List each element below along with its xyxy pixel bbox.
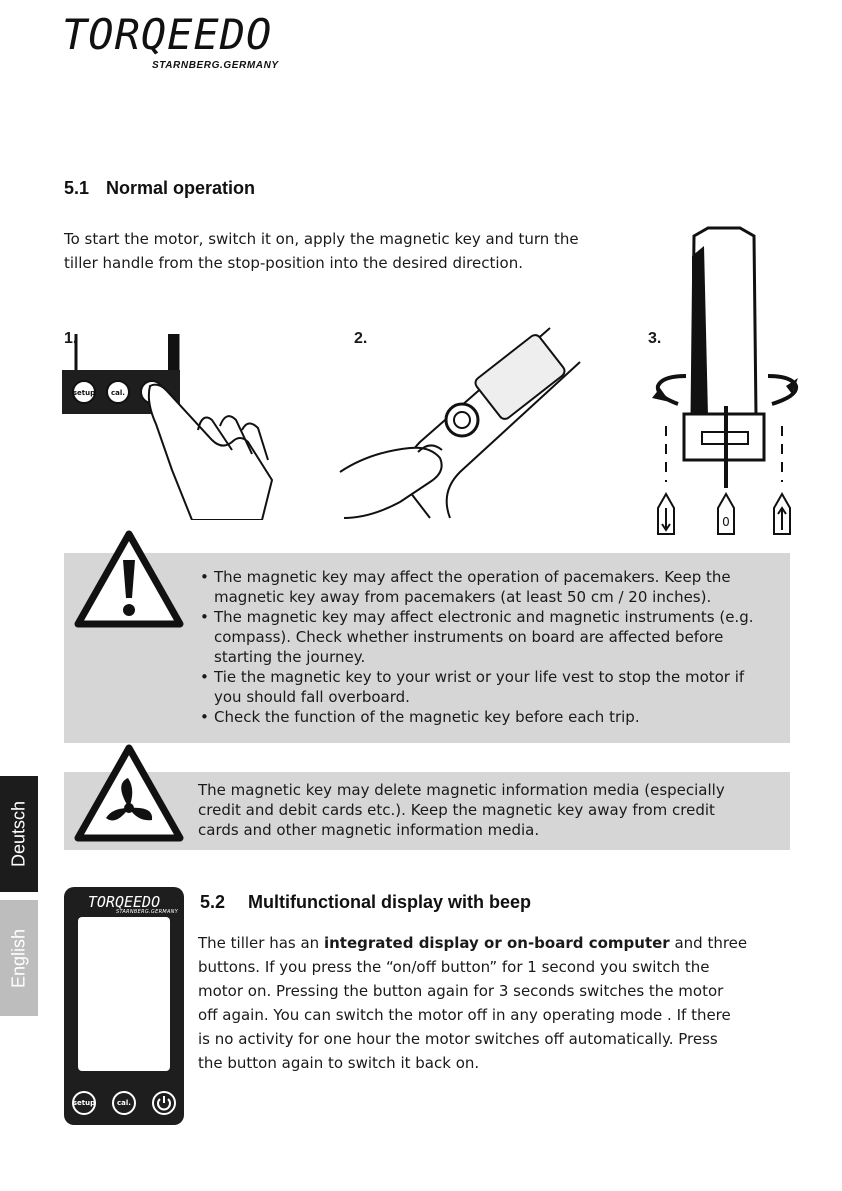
text-run: The tiller has an [198, 934, 324, 952]
step-2-label: 2. [354, 330, 368, 347]
warning-bullet-list [200, 567, 790, 727]
tiller-display-icon [473, 333, 567, 422]
logo-tagline: STARNBERG.GERMANY [152, 60, 279, 71]
warning-line: The magnetic key may delete magnetic information media (especially [198, 781, 725, 799]
bullet-line: • Check the function of the magnetic key before each trip. [214, 708, 640, 726]
paragraph-line: off again. You can switch the motor off in any operating mode . If there [198, 1006, 731, 1024]
step-3-label: 3. [648, 330, 662, 347]
device-power-icon [152, 1091, 176, 1115]
text-run: and three [669, 934, 748, 952]
bullet-line: • The magnetic key may affect electronic and magnetic instruments (e.g. [214, 608, 754, 626]
display-device [64, 887, 184, 1125]
hand-icon [149, 385, 272, 520]
hand-icon [340, 448, 442, 518]
paragraph-line: motor on. Pressing the button again for 3 seconds switches the motor [198, 982, 724, 1000]
section-5-1-intro [64, 227, 579, 275]
warning-bullet [200, 707, 790, 727]
device-logo: TORQEEDO [87, 893, 161, 911]
device-setup-button: setup [72, 1091, 96, 1115]
warning-bullet [200, 567, 790, 607]
intro-line: To start the motor, switch it on, apply the magnetic key and turn the [64, 230, 579, 248]
bullet-line: you should fall overboard. [214, 688, 410, 706]
step-1-label: 1. [64, 330, 78, 347]
illustration-turn-tiller [648, 226, 808, 538]
section-number: 5.2 [200, 892, 226, 912]
warning-bullet [200, 667, 790, 707]
tab-deutsch[interactable]: Deutsch [0, 776, 38, 892]
device-screen [78, 917, 170, 1071]
intro-line: tiller handle from the stop-position into the desired direction. [64, 254, 523, 272]
paragraph-line [198, 931, 798, 955]
torqeedo-logo: TORQEEDO [62, 10, 273, 59]
warning-bullet [200, 607, 790, 667]
device-cal-button: cal. [112, 1091, 136, 1115]
bullet-line: • The magnetic key may affect the operation of pacemakers. Keep the [214, 568, 731, 586]
illustration-apply-magnetic-key [330, 322, 600, 522]
section-5-2-heading [200, 892, 531, 913]
bullet-line: compass). Check whether instruments on board are affected before [214, 628, 724, 646]
section-5-2-paragraph [198, 931, 798, 1075]
section-number: 5.1 [64, 178, 90, 198]
paragraph-line: buttons. If you press the “on/off button” for 1 second you switch the [198, 958, 710, 976]
warning-exclamation-icon [74, 530, 184, 630]
emphasis-text: integrated display or on-board computer [323, 934, 670, 952]
device-logo-tagline: STARNBERG.GERMANY [116, 909, 179, 915]
warning-propeller-icon [74, 744, 184, 844]
paragraph-line: the button again to switch it back on. [198, 1054, 480, 1072]
warning-magnetic-media-text [198, 780, 788, 840]
tab-english[interactable]: English [0, 900, 38, 1016]
bullet-line: magnetic key away from pacemakers (at least 50 cm / 20 inches). [214, 588, 712, 606]
cal-button-label: cal. [111, 389, 125, 397]
section-title: Multifunctional display with beep [248, 892, 532, 912]
warning-line: credit and debit cards etc.). Keep the magnetic key away from credit [198, 801, 715, 819]
bullet-line: • Tie the magnetic key to your wrist or your life vest to stop the motor if [214, 668, 745, 686]
setup-button-label: setup [72, 389, 96, 397]
illustration-press-on-button [62, 330, 282, 520]
neutral-label: 0 [722, 515, 730, 529]
section-5-1-heading [64, 178, 255, 199]
warning-line: cards and other magnetic information media. [198, 821, 540, 839]
paragraph-line: is no activity for one hour the motor switches off automatically. Press [198, 1030, 718, 1048]
section-title: Normal operation [106, 178, 256, 198]
bullet-line: starting the journey. [214, 648, 366, 666]
